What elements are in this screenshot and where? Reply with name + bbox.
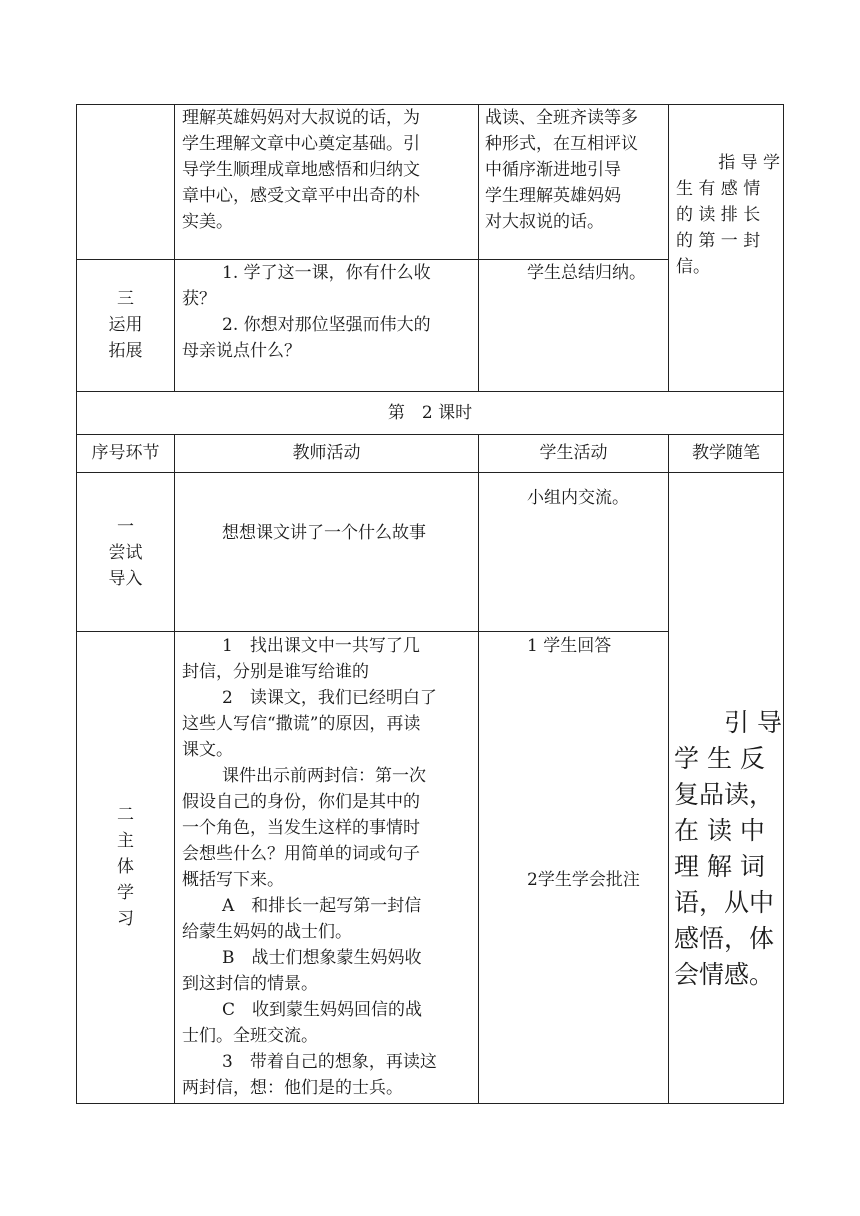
text-line: 假设自己的身份，你们是其中的 bbox=[182, 792, 420, 812]
cont-notes-text bbox=[676, 150, 780, 280]
s2-student-text-2: 2学生学会批注 bbox=[527, 870, 640, 890]
text-line: 引 导 bbox=[724, 708, 782, 737]
text-line: 课件出示前两封信：第一次 bbox=[222, 766, 426, 786]
text-line: 给蒙生妈妈的战士们。 bbox=[182, 922, 352, 942]
header-teacher: 教师活动 bbox=[292, 443, 361, 463]
text-line: 指 导 学 bbox=[718, 153, 780, 173]
text-line: 学生理解英雄妈妈 bbox=[485, 186, 621, 206]
text-line: 理解英雄妈妈对大叔说的话，为 bbox=[182, 108, 420, 128]
header-student: 学生活动 bbox=[539, 443, 608, 463]
text-line: 运用 bbox=[108, 315, 143, 335]
text-line: C 收到蒙生妈妈回信的战 bbox=[222, 1000, 423, 1020]
s3-student-text: 学生总结归纳。 bbox=[527, 263, 646, 283]
text-line: 感悟，体 bbox=[674, 924, 775, 953]
s1-student-text: 小组内交流。 bbox=[527, 488, 629, 508]
text-line: 体 bbox=[117, 857, 134, 877]
text-line: 1 找出课文中一共写了几 bbox=[222, 636, 420, 656]
text-line: 导学生顺理成章地感悟和归纳文 bbox=[182, 160, 420, 180]
cont-student-text bbox=[485, 105, 667, 235]
text-line: 战读、全班齐读等多 bbox=[485, 108, 638, 128]
s3-teacher-text bbox=[182, 260, 474, 364]
text-line: 主 bbox=[117, 831, 134, 851]
lesson-title: 第 2 课时 bbox=[387, 403, 473, 423]
text-line: 三 bbox=[117, 289, 134, 309]
text-line: 复品读， bbox=[674, 780, 775, 809]
text-line: 学 bbox=[117, 883, 134, 903]
text-line: 母亲说点什么？ bbox=[182, 341, 301, 361]
text-line: A 和排长一起写第一封信 bbox=[222, 896, 422, 916]
text-line: 封信，分别是谁写给谁的 bbox=[182, 662, 369, 682]
text-line: 语，从中 bbox=[674, 888, 775, 917]
text-line: 理 解 词 bbox=[674, 852, 765, 881]
s3-label bbox=[76, 286, 175, 364]
text-line: 会情感。 bbox=[674, 960, 775, 989]
text-line: 种形式，在互相评议 bbox=[485, 134, 638, 154]
text-line: 士们。全班交流。 bbox=[182, 1026, 318, 1046]
text-line: 对大叔说的话。 bbox=[485, 212, 604, 232]
cont-teacher-text bbox=[182, 105, 474, 235]
text-line: 二 bbox=[117, 805, 134, 825]
header-seq: 序号环节 bbox=[91, 443, 160, 463]
s2-student-text-1: 1 学生回答 bbox=[527, 636, 612, 656]
text-line: 一 bbox=[117, 517, 134, 537]
text-line: 拓展 bbox=[108, 341, 143, 361]
s1-teacher-cell bbox=[174, 472, 479, 632]
text-line: 导入 bbox=[108, 569, 143, 589]
text-line: 到这封信的情景。 bbox=[182, 974, 318, 994]
text-line: 尝试 bbox=[108, 543, 143, 563]
text-line: 章中心，感受文章平中出奇的朴 bbox=[182, 186, 420, 206]
s2-notes-text bbox=[674, 705, 782, 993]
header-notes: 教学随笔 bbox=[692, 443, 760, 463]
s2-label bbox=[76, 802, 175, 932]
text-line: 在 读 中 bbox=[674, 816, 765, 845]
text-line: 3 带着自己的想象，再读这 bbox=[222, 1052, 437, 1072]
text-line: 这些人写信“撒谎”的原因，再读 bbox=[182, 714, 421, 734]
s1-teacher-text: 想想课文讲了一个什么故事 bbox=[222, 523, 426, 543]
text-line: 获？ bbox=[182, 289, 216, 309]
text-line: 2. 你想对那位坚强而伟大的 bbox=[222, 315, 431, 335]
text-line: 习 bbox=[117, 909, 134, 929]
s1-label bbox=[76, 514, 175, 592]
text-line: 信。 bbox=[676, 257, 710, 277]
text-line: 学生理解文章中心奠定基础。引 bbox=[182, 134, 420, 154]
text-line: 实美。 bbox=[182, 212, 233, 232]
text-line: 一个角色，当发生这样的事情时 bbox=[182, 818, 420, 838]
text-line: 的 读 排 长 bbox=[676, 205, 761, 225]
s2-teacher-text bbox=[182, 633, 474, 1101]
text-line: 中循序渐进地引导 bbox=[485, 160, 621, 180]
text-line: 概括写下来。 bbox=[182, 870, 284, 890]
text-line: 生 有 感 情 bbox=[676, 179, 761, 199]
cont-seq-cell bbox=[76, 104, 175, 260]
text-line: 学 生 反 bbox=[674, 744, 765, 773]
text-line: 课文。 bbox=[182, 740, 233, 760]
text-line: B 战士们想象蒙生妈妈收 bbox=[222, 948, 422, 968]
text-line: 1. 学了这一课，你有什么收 bbox=[222, 263, 431, 283]
text-line: 的 第 一 封 bbox=[676, 231, 761, 251]
text-line: 2 读课文，我们已经明白了 bbox=[222, 688, 437, 708]
text-line: 两封信，想：他们是的士兵。 bbox=[182, 1078, 403, 1098]
text-line: 会想些什么？用简单的词或句子 bbox=[182, 844, 420, 864]
